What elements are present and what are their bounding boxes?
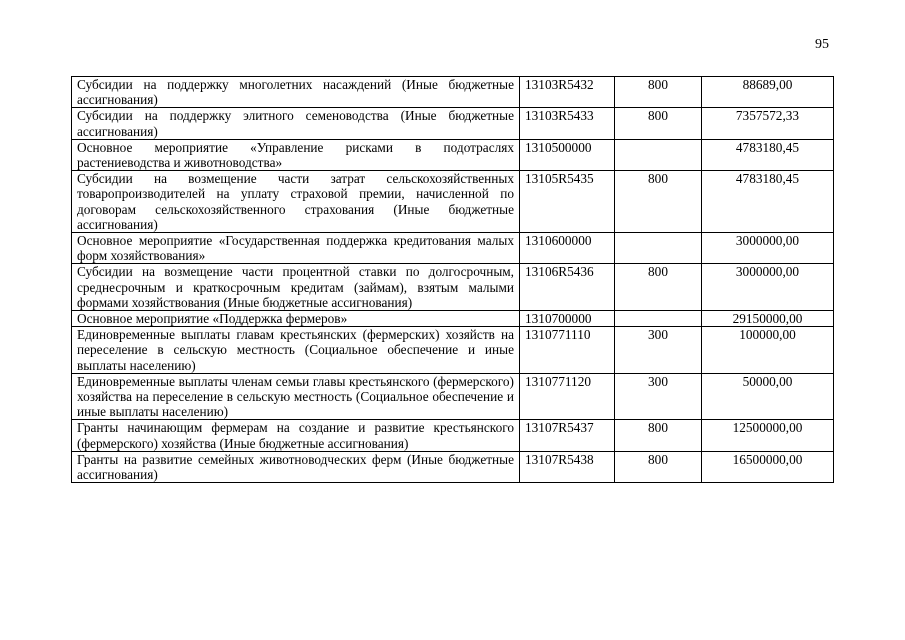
- row-expense-type-cell: [615, 139, 702, 170]
- table-row: [72, 139, 834, 170]
- row-sum-cell: 50000,00: [702, 373, 834, 420]
- page-number: 95: [815, 37, 829, 52]
- row-code-cell: 13103R5433: [520, 108, 615, 139]
- row-name-cell: Единовременные выплаты главам крестьянских (фермерских) хозяйств на переселение в сельскую местность (Социальное обеспечение и иные выплаты населению): [72, 327, 520, 374]
- row-sum-cell: 4783180,45: [702, 139, 834, 170]
- row-expense-type-cell: 800: [615, 420, 702, 451]
- row-sum-cell: 12500000,00: [702, 420, 834, 451]
- row-name-cell: Единовременные выплаты членам семьи главы крестьянского (фермерского) хозяйства на переселение в сельскую местность (Социальное обеспечение и иные выплаты населению): [72, 373, 520, 420]
- row-sum-cell: 100000,00: [702, 327, 834, 374]
- row-name-cell: Основное мероприятие «Поддержка фермеров»: [72, 311, 520, 327]
- row-sum-cell: 4783180,45: [702, 171, 834, 233]
- row-name-cell: Гранты на развитие семейных животноводческих ферм (Иные бюджетные ассигнования): [72, 451, 520, 482]
- table-row: [72, 108, 834, 139]
- row-code-cell: 1310771110: [520, 327, 615, 374]
- row-expense-type-cell: 300: [615, 327, 702, 374]
- row-code-cell: 1310771120: [520, 373, 615, 420]
- row-name-cell: Субсидии на поддержку элитного семеноводства (Иные бюджетные ассигнования): [72, 108, 520, 139]
- row-expense-type-cell: [615, 233, 702, 264]
- table-row: [72, 451, 834, 482]
- row-expense-type-cell: 300: [615, 373, 702, 420]
- row-name-cell: Основное мероприятие «Управление рисками в подотраслях растениеводства и животноводства»: [72, 139, 520, 170]
- row-expense-type-cell: 800: [615, 108, 702, 139]
- row-sum-cell: 3000000,00: [702, 233, 834, 264]
- row-sum-cell: 7357572,33: [702, 108, 834, 139]
- row-sum-cell: 16500000,00: [702, 451, 834, 482]
- table-row: [72, 233, 834, 264]
- row-sum-cell: 29150000,00: [702, 311, 834, 327]
- row-code-cell: 1310700000: [520, 311, 615, 327]
- row-name-cell: Субсидии на возмещение части процентной ставки по долгосрочным, среднесрочным и краткосрочным кредитам (займам), взятым малыми формами хозяйствования (Иные бюджетные ассигнования): [72, 264, 520, 311]
- row-name-cell: Субсидии на возмещение части затрат сельскохозяйственных товаропроизводителей на уплату страховой премии, начисленной по договорам сельскохозяйственного страхования (Иные бюджетные ассигнования): [72, 171, 520, 233]
- row-name-cell: Гранты начинающим фермерам на создание и развитие крестьянского (фермерского) хозяйства (Иные бюджетные ассигнования): [72, 420, 520, 451]
- row-code-cell: 1310600000: [520, 233, 615, 264]
- row-expense-type-cell: 800: [615, 77, 702, 108]
- row-code-cell: 13107R5438: [520, 451, 615, 482]
- row-sum-cell: 3000000,00: [702, 264, 834, 311]
- budget-table: [71, 76, 834, 483]
- row-code-cell: 13103R5432: [520, 77, 615, 108]
- table-row: [72, 311, 834, 327]
- row-expense-type-cell: 800: [615, 451, 702, 482]
- row-code-cell: 13105R5435: [520, 171, 615, 233]
- table-row: [72, 420, 834, 451]
- row-name-cell: Основное мероприятие «Государственная поддержка кредитования малых форм хозяйствования»: [72, 233, 520, 264]
- row-code-cell: 13106R5436: [520, 264, 615, 311]
- table-row: [72, 373, 834, 420]
- row-code-cell: 13107R5437: [520, 420, 615, 451]
- row-code-cell: 1310500000: [520, 139, 615, 170]
- table-row: [72, 264, 834, 311]
- budget-table-body: [72, 77, 834, 483]
- row-expense-type-cell: [615, 311, 702, 327]
- row-expense-type-cell: 800: [615, 264, 702, 311]
- table-row: [72, 77, 834, 108]
- row-sum-cell: 88689,00: [702, 77, 834, 108]
- row-name-cell: Субсидии на поддержку многолетних насаждений (Иные бюджетные ассигнования): [72, 77, 520, 108]
- row-expense-type-cell: 800: [615, 171, 702, 233]
- table-row: [72, 327, 834, 374]
- table-row: [72, 171, 834, 233]
